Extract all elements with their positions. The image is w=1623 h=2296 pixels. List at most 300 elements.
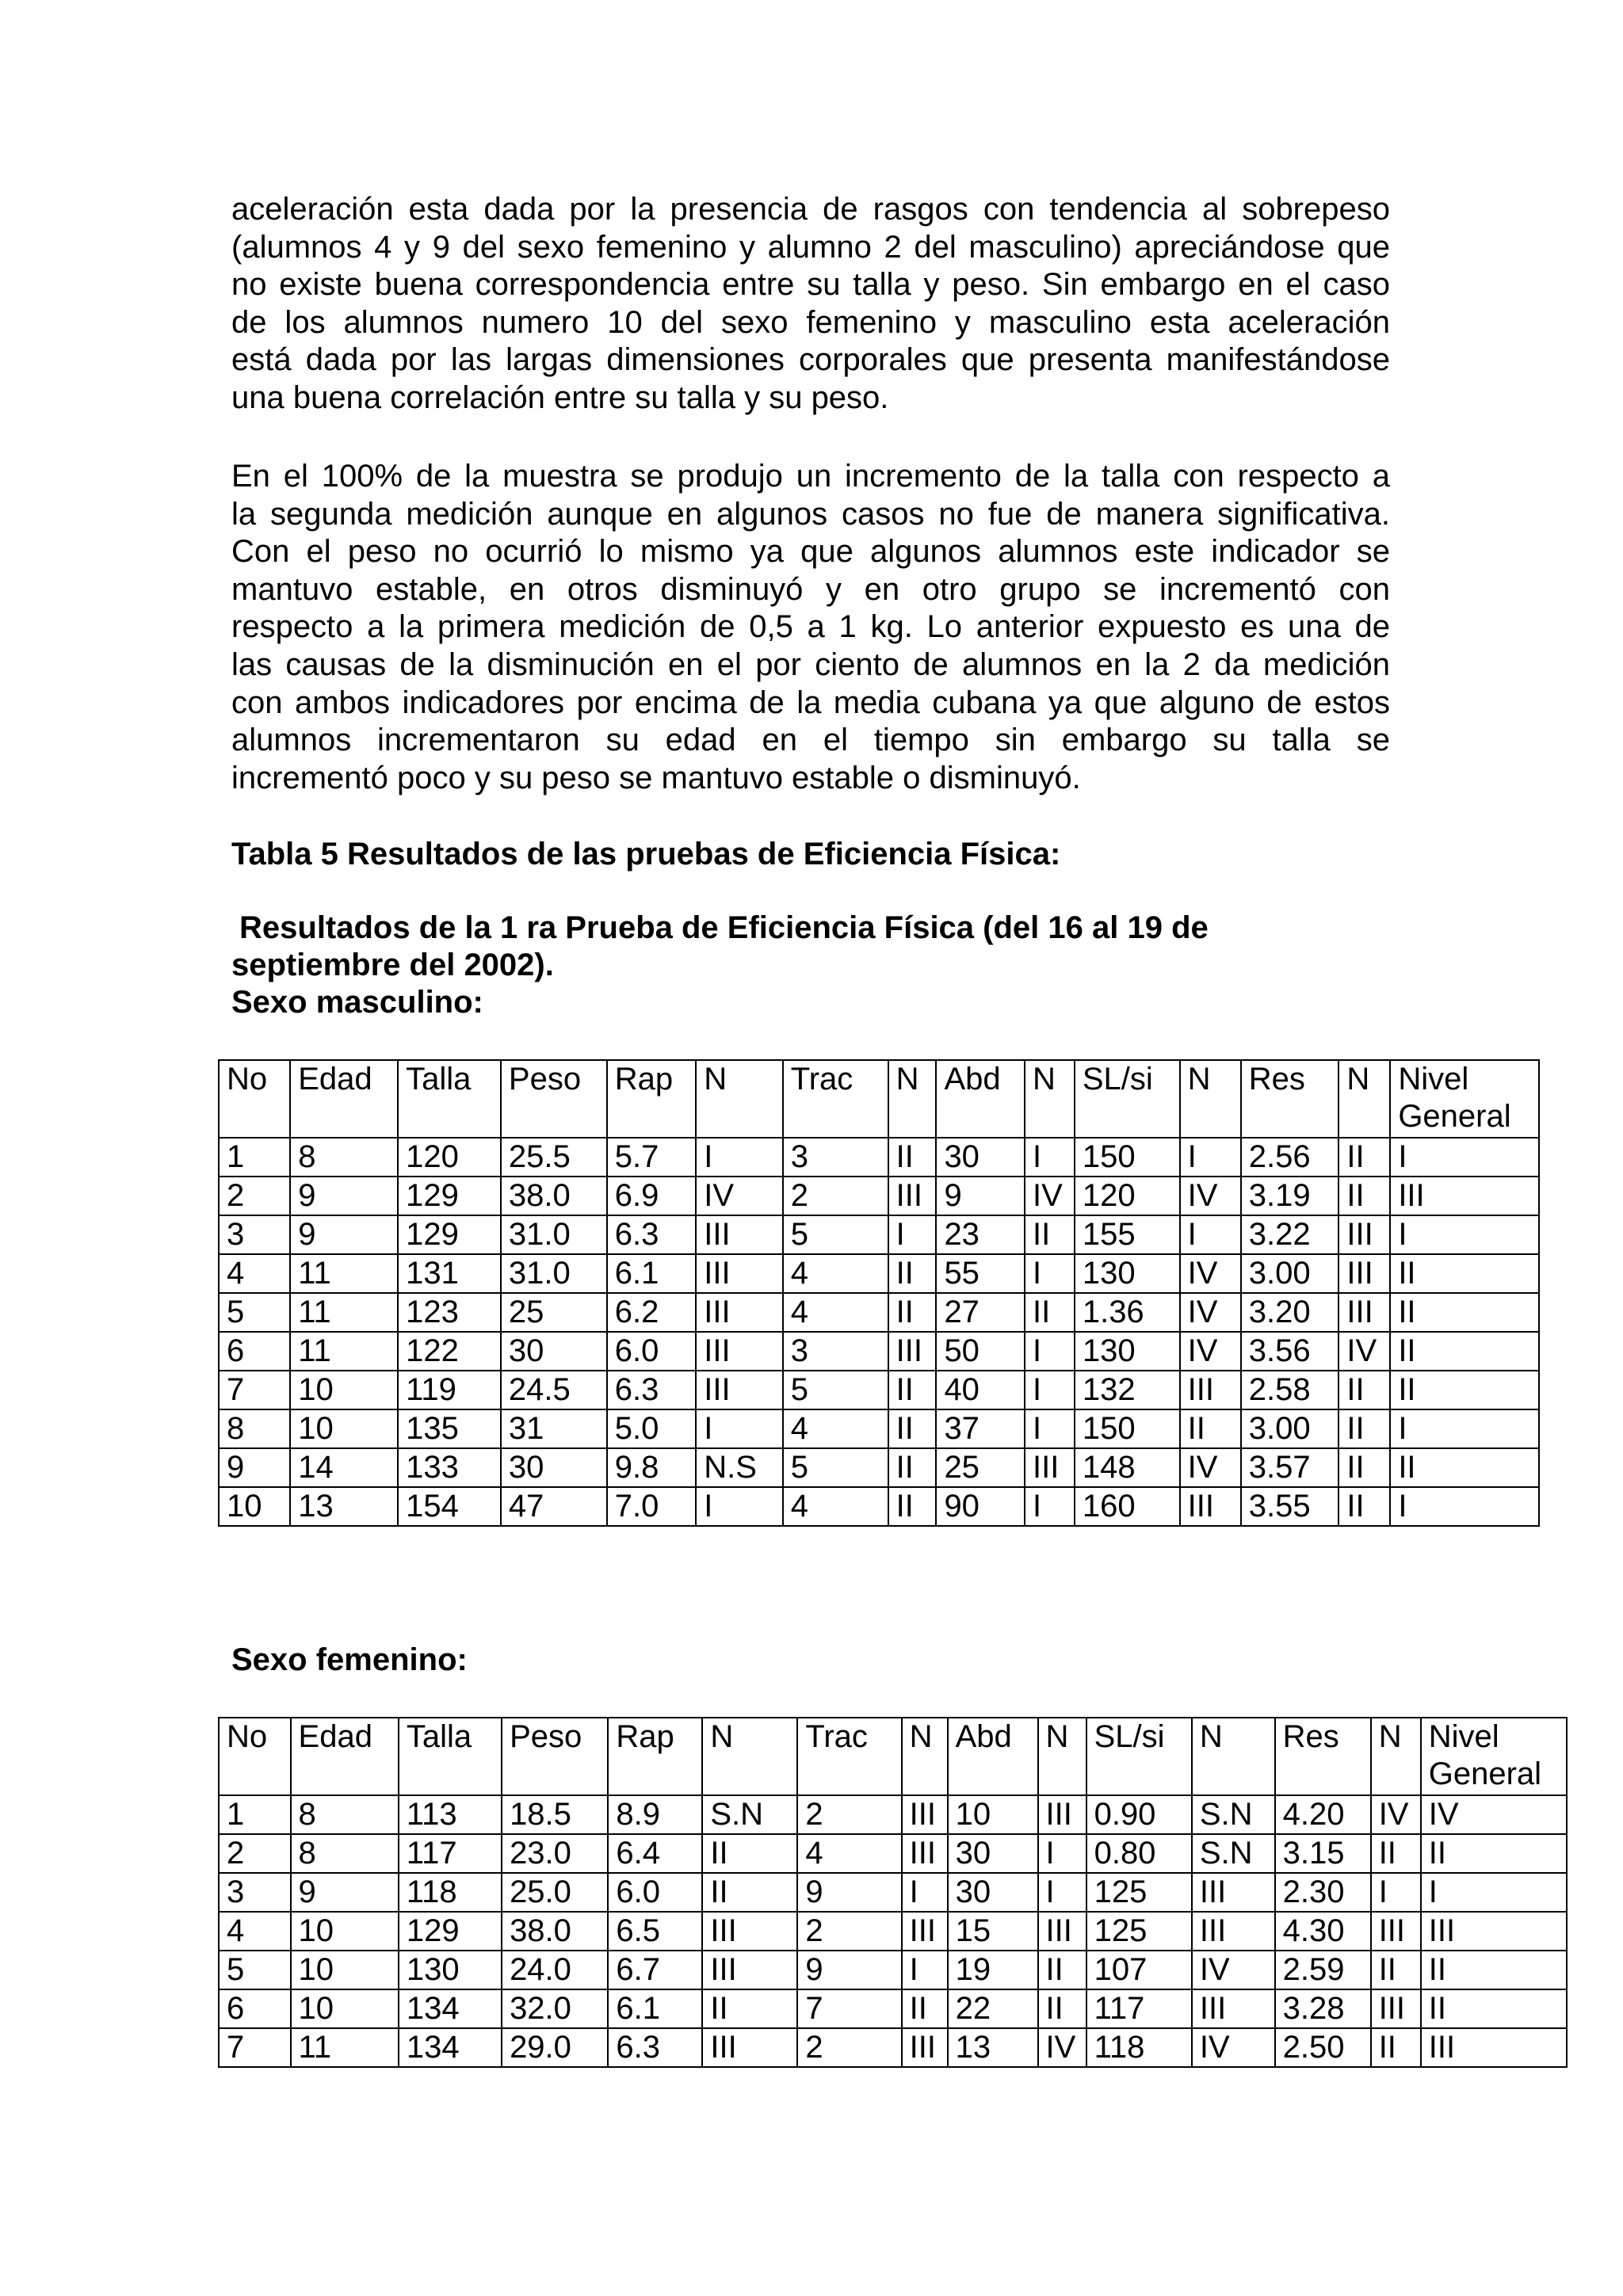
table-cell: 2.59: [1275, 1951, 1371, 1989]
table-cell: III: [702, 1912, 797, 1951]
table-cell: 2: [219, 1834, 291, 1873]
table-cell: 7: [219, 1371, 290, 1409]
male-section-heading: Sexo masculino:: [231, 985, 483, 1020]
results-title-line-1: Resultados de la 1 ra Prueba de Eficiencia Física (del 16 al 19 de: [239, 910, 1209, 945]
table-cell: 6.1: [608, 1989, 702, 2028]
header-cell: Trac: [797, 1718, 901, 1795]
table-cell: 90: [936, 1487, 1025, 1526]
table-cell: II: [1371, 1951, 1421, 1989]
table-row: [219, 1951, 1567, 1989]
table-cell: S.N: [1192, 1795, 1275, 1834]
header-cell: Talla: [398, 1060, 501, 1138]
table-cell: III: [902, 1795, 948, 1834]
table-row: [219, 1371, 1539, 1409]
table-cell: 134: [399, 1989, 502, 2028]
table-cell: IV: [1192, 2028, 1275, 2067]
table-row: [219, 1487, 1539, 1526]
table-cell: 4: [219, 1254, 290, 1293]
header-cell: Edad: [291, 1718, 399, 1795]
table-cell: IV: [1421, 1795, 1567, 1834]
table-cell: II: [1338, 1448, 1390, 1487]
table-cell: 30: [936, 1138, 1025, 1177]
header-cell: Abd: [936, 1060, 1025, 1138]
table-cell: III: [888, 1177, 937, 1215]
table-cell: 10: [948, 1795, 1038, 1834]
table-cell: II: [1025, 1215, 1075, 1254]
header-cell: N: [1371, 1718, 1421, 1795]
table-row: [219, 1332, 1539, 1371]
table-cell: IV: [1371, 1795, 1421, 1834]
table-cell: 30: [501, 1332, 607, 1371]
table-cell: 6.3: [607, 1215, 697, 1254]
table-cell: 4: [797, 1834, 901, 1873]
table-cell: 2: [797, 2028, 901, 2067]
results-title-line-2: septiembre del 2002).: [231, 948, 554, 982]
table-row: [219, 1409, 1539, 1448]
header-cell: Peso: [501, 1060, 607, 1138]
table-cell: 5: [219, 1951, 291, 1989]
paragraph-2: [231, 458, 1390, 797]
header-cell: N: [1025, 1060, 1075, 1138]
table-cell: 25: [936, 1448, 1025, 1487]
table-cell: 3.00: [1241, 1254, 1339, 1293]
header-cell: N: [702, 1718, 797, 1795]
table-cell: 37: [936, 1409, 1025, 1448]
table-cell: III: [1192, 1873, 1275, 1912]
table-cell: 6.1: [607, 1254, 697, 1293]
table-cell: 130: [1075, 1254, 1180, 1293]
table-cell: 133: [398, 1448, 501, 1487]
paragraph-2-line: mantuvo estable, en otros disminuyó y en otro grupo se incrementó con: [231, 571, 1390, 607]
table-cell: 5.0: [607, 1409, 697, 1448]
table-cell: 6.2: [607, 1293, 697, 1332]
table-row: [219, 1215, 1539, 1254]
table-cell: 0.80: [1086, 1834, 1192, 1873]
table-cell: 31.0: [501, 1215, 607, 1254]
table-cell: III: [1390, 1177, 1539, 1215]
table-cell: 3.20: [1241, 1293, 1339, 1332]
table-cell: 38.0: [502, 1912, 608, 1951]
table-cell: 8: [219, 1409, 290, 1448]
table-cell: 3.56: [1241, 1332, 1339, 1371]
table-cell: I: [1180, 1138, 1241, 1177]
table-cell: 1: [219, 1795, 291, 1834]
table-cell: III: [1192, 1989, 1275, 2028]
table-cell: I: [1180, 1215, 1241, 1254]
header-cell: Rap: [607, 1060, 697, 1138]
table-cell: II: [702, 1873, 797, 1912]
table-cell: 2: [783, 1177, 888, 1215]
table-cell: 9: [797, 1873, 901, 1912]
header-cell: N: [1338, 1060, 1390, 1138]
table-cell: 113: [399, 1795, 502, 1834]
table-cell: 2: [219, 1177, 290, 1215]
header-cell: N: [1192, 1718, 1275, 1795]
table-cell: 8: [291, 1834, 399, 1873]
table-cell: I: [888, 1215, 937, 1254]
table-cell: I: [696, 1409, 783, 1448]
table-cell: II: [1338, 1177, 1390, 1215]
table-cell: 32.0: [502, 1989, 608, 2028]
table-cell: II: [1180, 1409, 1241, 1448]
table-cell: N.S: [696, 1448, 783, 1487]
table-cell: II: [1421, 1989, 1567, 2028]
table-cell: 6.9: [607, 1177, 697, 1215]
table-cell: 13: [948, 2028, 1038, 2067]
table-cell: II: [888, 1138, 937, 1177]
table-cell: 24.0: [502, 1951, 608, 1989]
table-cell: 31.0: [501, 1254, 607, 1293]
table-title: Tabla 5 Resultados de las pruebas de Eficiencia Física:: [231, 837, 1061, 871]
table-row: [219, 1912, 1567, 1951]
table-cell: 22: [948, 1989, 1038, 2028]
table-cell: 1: [219, 1138, 290, 1177]
table-cell: 3: [219, 1873, 291, 1912]
table-cell: III: [1371, 1912, 1421, 1951]
table-cell: 2.56: [1241, 1138, 1339, 1177]
table-cell: 13: [290, 1487, 398, 1526]
table-cell: 150: [1075, 1138, 1180, 1177]
table-cell: I: [1025, 1487, 1075, 1526]
table-cell: II: [888, 1371, 937, 1409]
table-cell: I: [1025, 1371, 1075, 1409]
header-cell: N: [888, 1060, 937, 1138]
table-cell: 0.90: [1086, 1795, 1192, 1834]
table-header-row: [219, 1718, 1567, 1795]
table-cell: 23: [936, 1215, 1025, 1254]
table-cell: II: [1038, 1951, 1086, 1989]
table-cell: 8: [291, 1795, 399, 1834]
header-cell: Rap: [608, 1718, 702, 1795]
table-cell: 11: [291, 2028, 399, 2067]
table-cell: 154: [398, 1487, 501, 1526]
table-cell: 10: [290, 1371, 398, 1409]
table-cell: 10: [291, 1989, 399, 2028]
table-cell: 5: [783, 1448, 888, 1487]
table-cell: 7: [219, 2028, 291, 2067]
table-cell: 134: [399, 2028, 502, 2067]
table-cell: 3.28: [1275, 1989, 1371, 2028]
table-cell: 40: [936, 1371, 1025, 1409]
paragraph-2-line: Con el peso no ocurrió lo mismo ya que algunos alumnos este indicador se: [231, 534, 1390, 570]
paragraph-2-line: con ambos indicadores por encima de la media cubana ya que alguno de estos: [231, 685, 1390, 720]
table-cell: 3: [783, 1332, 888, 1371]
table-cell: III: [1180, 1371, 1241, 1409]
table-cell: 2: [797, 1795, 901, 1834]
header-cell: No: [219, 1718, 291, 1795]
table-cell: IV: [1338, 1332, 1390, 1371]
table-cell: I: [1025, 1254, 1075, 1293]
table-cell: 5: [783, 1215, 888, 1254]
table-cell: 7: [797, 1989, 901, 2028]
table-cell: 120: [398, 1138, 501, 1177]
table-cell: 117: [1086, 1989, 1192, 2028]
table-cell: 6.4: [608, 1834, 702, 1873]
table-cell: 3: [783, 1138, 888, 1177]
table-cell: 4: [783, 1409, 888, 1448]
table-cell: IV: [1180, 1254, 1241, 1293]
table-cell: II: [888, 1254, 937, 1293]
table-cell: II: [1025, 1293, 1075, 1332]
header-cell: Talla: [399, 1718, 502, 1795]
table-header-row: [219, 1060, 1539, 1138]
table-cell: II: [888, 1293, 937, 1332]
table-row: [219, 1177, 1539, 1215]
table-cell: 122: [398, 1332, 501, 1371]
table-cell: 24.5: [501, 1371, 607, 1409]
paragraph-1-line: una buena correlación entre su talla y su peso.: [231, 379, 889, 415]
table-cell: IV: [1025, 1177, 1075, 1215]
table-cell: III: [888, 1332, 937, 1371]
table-cell: I: [1390, 1409, 1539, 1448]
table-cell: 3.22: [1241, 1215, 1339, 1254]
table-cell: IV: [696, 1177, 783, 1215]
table-cell: 5: [219, 1293, 290, 1332]
header-cell: Res: [1275, 1718, 1371, 1795]
header-cell: SL/si: [1075, 1060, 1180, 1138]
paragraph-1-line: está dada por las largas dimensiones corporales que presenta manifestándose: [231, 342, 1390, 378]
table-cell: 4: [783, 1487, 888, 1526]
table-cell: 10: [290, 1409, 398, 1448]
table-cell: III: [1038, 1795, 1086, 1834]
table-cell: II: [1390, 1448, 1539, 1487]
table-row: [219, 1254, 1539, 1293]
table-cell: II: [1390, 1293, 1539, 1332]
table-cell: II: [1371, 2028, 1421, 2067]
table-cell: 25.5: [501, 1138, 607, 1177]
table-row: [219, 1834, 1567, 1873]
header-cell: Abd: [948, 1718, 1038, 1795]
table-cell: 160: [1075, 1487, 1180, 1526]
table-cell: 119: [398, 1371, 501, 1409]
table-cell: III: [1421, 1912, 1567, 1951]
table-cell: 55: [936, 1254, 1025, 1293]
table-cell: II: [888, 1409, 937, 1448]
table-cell: 11: [290, 1254, 398, 1293]
table-cell: 18.5: [502, 1795, 608, 1834]
table-cell: III: [1338, 1254, 1390, 1293]
table-cell: III: [702, 1951, 797, 1989]
table-cell: 129: [398, 1177, 501, 1215]
header-cell: N: [696, 1060, 783, 1138]
table-cell: 129: [399, 1912, 502, 1951]
table-cell: 31: [501, 1409, 607, 1448]
table-cell: II: [1390, 1254, 1539, 1293]
table-cell: I: [1025, 1138, 1075, 1177]
table-cell: 6.3: [607, 1371, 697, 1409]
table-cell: 2.58: [1241, 1371, 1339, 1409]
table-cell: II: [902, 1989, 948, 2028]
table-cell: I: [1390, 1138, 1539, 1177]
header-cell: No: [219, 1060, 290, 1138]
table-cell: II: [1421, 1834, 1567, 1873]
table-cell: 129: [398, 1215, 501, 1254]
table-cell: II: [1390, 1332, 1539, 1371]
table-cell: II: [1371, 1834, 1421, 1873]
table-row: [219, 1873, 1567, 1912]
table-cell: 9: [219, 1448, 290, 1487]
table-cell: 9: [290, 1177, 398, 1215]
table-cell: 6: [219, 1989, 291, 2028]
table-cell: 3.15: [1275, 1834, 1371, 1873]
table-cell: II: [888, 1487, 937, 1526]
table-cell: 6: [219, 1332, 290, 1371]
table-cell: 50: [936, 1332, 1025, 1371]
table-cell: 132: [1075, 1371, 1180, 1409]
table-cell: 131: [398, 1254, 501, 1293]
male-results-table: [218, 1059, 1540, 1527]
table-cell: 1.36: [1075, 1293, 1180, 1332]
table-cell: 38.0: [501, 1177, 607, 1215]
header-cell: N: [1038, 1718, 1086, 1795]
header-cell: N: [1180, 1060, 1241, 1138]
table-cell: III: [702, 2028, 797, 2067]
table-row: [219, 2028, 1567, 2067]
table-cell: I: [1025, 1332, 1075, 1371]
paragraph-1: [231, 191, 1390, 418]
table-cell: II: [1421, 1951, 1567, 1989]
table-cell: 15: [948, 1912, 1038, 1951]
paragraph-1-line: de los alumnos numero 10 del sexo femenino y masculino esta aceleración: [231, 304, 1390, 340]
table-cell: 5.7: [607, 1138, 697, 1177]
table-cell: 125: [1086, 1873, 1192, 1912]
table-cell: 9.8: [607, 1448, 697, 1487]
header-cell: Nivel General: [1421, 1718, 1567, 1795]
table-cell: III: [902, 1912, 948, 1951]
table-cell: 25.0: [502, 1873, 608, 1912]
table-cell: IV: [1180, 1332, 1241, 1371]
table-cell: 2.50: [1275, 2028, 1371, 2067]
table-cell: 6.5: [608, 1912, 702, 1951]
table-cell: 27: [936, 1293, 1025, 1332]
table-cell: II: [1338, 1409, 1390, 1448]
table-cell: 29.0: [502, 2028, 608, 2067]
table-cell: 3.57: [1241, 1448, 1339, 1487]
paragraph-1-line: aceleración esta dada por la presencia de rasgos con tendencia al sobrepeso: [231, 192, 1390, 227]
table-cell: 4: [219, 1912, 291, 1951]
table-cell: I: [696, 1138, 783, 1177]
table-cell: I: [1025, 1409, 1075, 1448]
table-cell: 130: [399, 1951, 502, 1989]
header-cell: Nivel General: [1390, 1060, 1539, 1138]
table-cell: 3.00: [1241, 1409, 1339, 1448]
table-cell: III: [902, 1834, 948, 1873]
table-cell: III: [1192, 1912, 1275, 1951]
header-cell: Peso: [502, 1718, 608, 1795]
female-section-heading: Sexo femenino:: [231, 1642, 468, 1677]
table-cell: III: [1371, 1989, 1421, 2028]
table-cell: I: [1421, 1873, 1567, 1912]
table-cell: I: [1390, 1487, 1539, 1526]
paragraph-2-line: alumnos incrementaron su edad en el tiempo sin embargo su talla se: [231, 723, 1390, 758]
table-cell: 11: [290, 1332, 398, 1371]
table-cell: 9: [936, 1177, 1025, 1215]
table-cell: I: [902, 1873, 948, 1912]
table-cell: 30: [948, 1873, 1038, 1912]
table-cell: II: [1338, 1138, 1390, 1177]
table-cell: 150: [1075, 1409, 1180, 1448]
table-cell: 30: [501, 1448, 607, 1487]
table-cell: 8: [290, 1138, 398, 1177]
paragraph-2-line: En el 100% de la muestra se produjo un incremento de la talla con respecto a: [231, 459, 1390, 494]
table-cell: I: [1038, 1873, 1086, 1912]
table-cell: 3.55: [1241, 1487, 1339, 1526]
table-cell: 11: [290, 1293, 398, 1332]
table-cell: 118: [399, 1873, 502, 1912]
table-row: [219, 1293, 1539, 1332]
table-cell: III: [1038, 1912, 1086, 1951]
table-cell: 10: [219, 1487, 290, 1526]
table-cell: II: [702, 1834, 797, 1873]
table-cell: 2: [797, 1912, 901, 1951]
paragraph-2-line: incrementó poco y su peso se mantuvo estable o disminuyó.: [231, 760, 1081, 795]
table-cell: 8.9: [608, 1795, 702, 1834]
table-cell: 4.20: [1275, 1795, 1371, 1834]
table-cell: 10: [291, 1951, 399, 1989]
header-cell: N: [902, 1718, 948, 1795]
table-cell: 2.30: [1275, 1873, 1371, 1912]
table-row: [219, 1138, 1539, 1177]
header-cell: SL/si: [1086, 1718, 1192, 1795]
paragraph-2-line: la segunda medición aunque en algunos casos no fue de manera significativa.: [231, 496, 1390, 532]
table-cell: IV: [1180, 1448, 1241, 1487]
table-cell: III: [1180, 1487, 1241, 1526]
table-cell: III: [696, 1215, 783, 1254]
table-cell: 23.0: [502, 1834, 608, 1873]
header-cell: Edad: [290, 1060, 398, 1138]
table-row: [219, 1448, 1539, 1487]
table-cell: 135: [398, 1409, 501, 1448]
table-cell: 14: [290, 1448, 398, 1487]
table-cell: III: [696, 1332, 783, 1371]
table-cell: II: [1390, 1371, 1539, 1409]
table-cell: III: [1421, 2028, 1567, 2067]
table-cell: III: [696, 1371, 783, 1409]
table-cell: IV: [1180, 1177, 1241, 1215]
table-row: [219, 1989, 1567, 2028]
table-cell: II: [1338, 1371, 1390, 1409]
paragraph-2-line: las causas de la disminución en el por ciento de alumnos en la 2 da medición: [231, 646, 1390, 682]
table-cell: 3.19: [1241, 1177, 1339, 1215]
table-cell: 25: [501, 1293, 607, 1332]
table-cell: 6.7: [608, 1951, 702, 1989]
table-cell: II: [1038, 1989, 1086, 2028]
table-cell: III: [902, 2028, 948, 2067]
table-cell: 3: [219, 1215, 290, 1254]
table-cell: 30: [948, 1834, 1038, 1873]
table-cell: 6.3: [608, 2028, 702, 2067]
table-cell: 117: [399, 1834, 502, 1873]
female-results-table: [218, 1717, 1568, 2068]
table-cell: I: [696, 1487, 783, 1526]
table-cell: 118: [1086, 2028, 1192, 2067]
table-cell: 155: [1075, 1215, 1180, 1254]
table-cell: 4.30: [1275, 1912, 1371, 1951]
table-cell: I: [902, 1951, 948, 1989]
table-cell: III: [1338, 1215, 1390, 1254]
table-cell: 19: [948, 1951, 1038, 1989]
table-cell: 7.0: [607, 1487, 697, 1526]
table-cell: 9: [290, 1215, 398, 1254]
table-row: [219, 1795, 1567, 1834]
table-cell: IV: [1192, 1951, 1275, 1989]
table-cell: 5: [783, 1371, 888, 1409]
table-cell: III: [696, 1293, 783, 1332]
header-cell: Res: [1241, 1060, 1339, 1138]
table-cell: IV: [1180, 1293, 1241, 1332]
header-cell: Trac: [783, 1060, 888, 1138]
table-cell: 6.0: [608, 1873, 702, 1912]
